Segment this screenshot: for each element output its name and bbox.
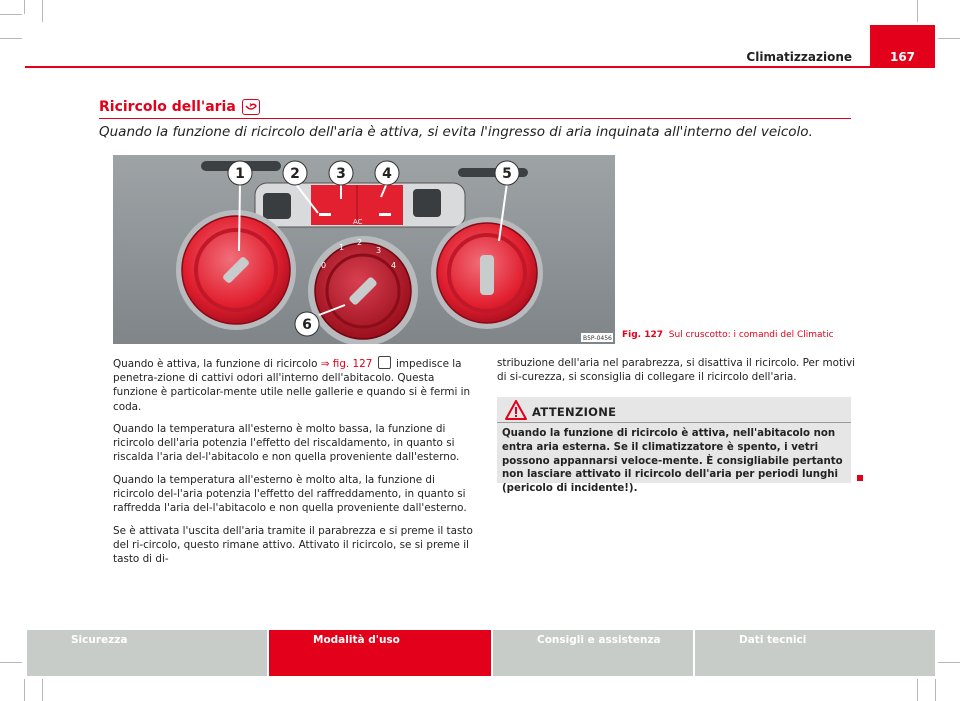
callout-1: 1 xyxy=(235,166,245,182)
air-recirculation-icon xyxy=(242,99,260,115)
paragraph-4: Se è attivata l'uscita dell'aria tramite il parabrezza e si preme il tasto del ri-circolo, questo rimane attivo. Attivato il ricircolo, se si preme il tasto di di- xyxy=(113,524,473,565)
lead-paragraph: Quando la funzione di ricircolo dell'aria è attiva, si evita l'ingresso di aria inquinata all'interno del veicolo. xyxy=(99,124,813,140)
body-column-left xyxy=(113,356,473,574)
climatic-controls-figure xyxy=(113,155,615,344)
callout-3: 3 xyxy=(336,166,346,182)
callout-4: 4 xyxy=(382,166,392,182)
crop-mark xyxy=(938,662,960,663)
paragraph-1-start: Quando è attiva, la funzione di ricircolo xyxy=(113,358,321,370)
section-end-marker xyxy=(857,475,863,481)
crop-mark xyxy=(938,38,960,39)
paragraph-3: Quando la temperatura all'esterno è molto alta, la funzione di ricircolo del-l'aria potenzia l'effetto del raffreddamento, in quanto si raffredda l'aria del-l'abitacolo e non quella proveniente dall'esterno. xyxy=(113,473,467,515)
callout-2: 2 xyxy=(290,166,300,182)
dial-mark-4: 4 xyxy=(391,261,397,270)
paragraph-1 xyxy=(113,356,473,414)
section-heading-text: Ricircolo dell'aria xyxy=(99,99,236,115)
dial-mark-3: 3 xyxy=(376,246,382,255)
heading-rule xyxy=(99,118,851,119)
air-recirculation-icon xyxy=(378,356,391,369)
body-column-right xyxy=(497,356,857,393)
crop-mark xyxy=(0,662,22,663)
dial-mark-0: 0 xyxy=(321,261,327,270)
paragraph-1-end: impedisce la penetra-zione di cattivi odori all'interno dell'abitacolo. Questa funzione è particolar-mente utile nelle gallerie e quando si è fermi in coda. xyxy=(113,358,471,413)
figure-caption xyxy=(622,330,834,340)
footer-tab-consigli-e-assistenza[interactable] xyxy=(493,630,693,676)
crop-mark xyxy=(42,679,43,701)
crop-mark xyxy=(0,14,22,15)
figure-reference-link[interactable]: ⇒ fig. 127 xyxy=(320,358,373,370)
warning-triangle-icon xyxy=(505,400,527,420)
crop-mark xyxy=(917,0,918,22)
crop-mark xyxy=(24,679,25,701)
crop-mark xyxy=(42,0,43,22)
crop-mark xyxy=(0,38,22,39)
figure-caption-label: Fig. 127 xyxy=(622,330,664,340)
footer-tab-label: Sicurezza xyxy=(71,634,128,646)
header-rule xyxy=(25,66,935,68)
section-heading xyxy=(99,99,260,115)
ac-label: AC xyxy=(353,218,363,226)
dial-mark-1: 1 xyxy=(339,243,345,252)
figure-code: B5P-0456 xyxy=(583,335,612,342)
footer-tab-dati-tecnici[interactable] xyxy=(695,630,935,676)
footer-tab-label: Consigli e assistenza xyxy=(537,634,661,646)
footer-tab-label: Dati tecnici xyxy=(739,634,807,646)
crop-mark xyxy=(917,679,918,701)
dial-mark-2: 2 xyxy=(357,238,363,247)
crop-mark xyxy=(24,0,25,14)
footer-tab-label: Modalità d'uso xyxy=(313,634,400,646)
paragraph-5: stribuzione dell'aria nel parabrezza, si disattiva il ricircolo. Per motivi di si-curezza, si sconsiglia di collegare il ricircolo dell'aria. xyxy=(497,357,855,384)
figure-caption-text: Sul cruscotto: i comandi del Climatic xyxy=(668,330,834,340)
footer-tab-sicurezza[interactable] xyxy=(27,630,267,676)
warning-title: ATTENZIONE xyxy=(532,405,617,419)
crop-mark xyxy=(935,679,936,701)
paragraph-2: Quando la temperatura all'esterno è molto bassa, la funzione di ricircolo dell'aria potenzia l'effetto del riscaldamento, in quanto si riscalda l'aria del-l'abitacolo e non quella proveniente dall'esterno. xyxy=(113,423,460,464)
footer-tab-modalita-duso[interactable] xyxy=(269,630,491,676)
warning-text: Quando la funzione di ricircolo è attiva, nell'abitacolo non entra aria esterna. Se il climatizzatore è spento, i vetri possono appannarsi veloce-mente. È consigliabile pertanto non lasciare attivato il ricircolo dell'aria per periodi lunghi (pericolo di incidente!). xyxy=(502,428,843,495)
callout-6: 6 xyxy=(302,317,312,333)
page-number: 167 xyxy=(889,50,916,64)
callout-5: 5 xyxy=(502,166,512,182)
section-title: Climatizzazione xyxy=(746,50,852,64)
